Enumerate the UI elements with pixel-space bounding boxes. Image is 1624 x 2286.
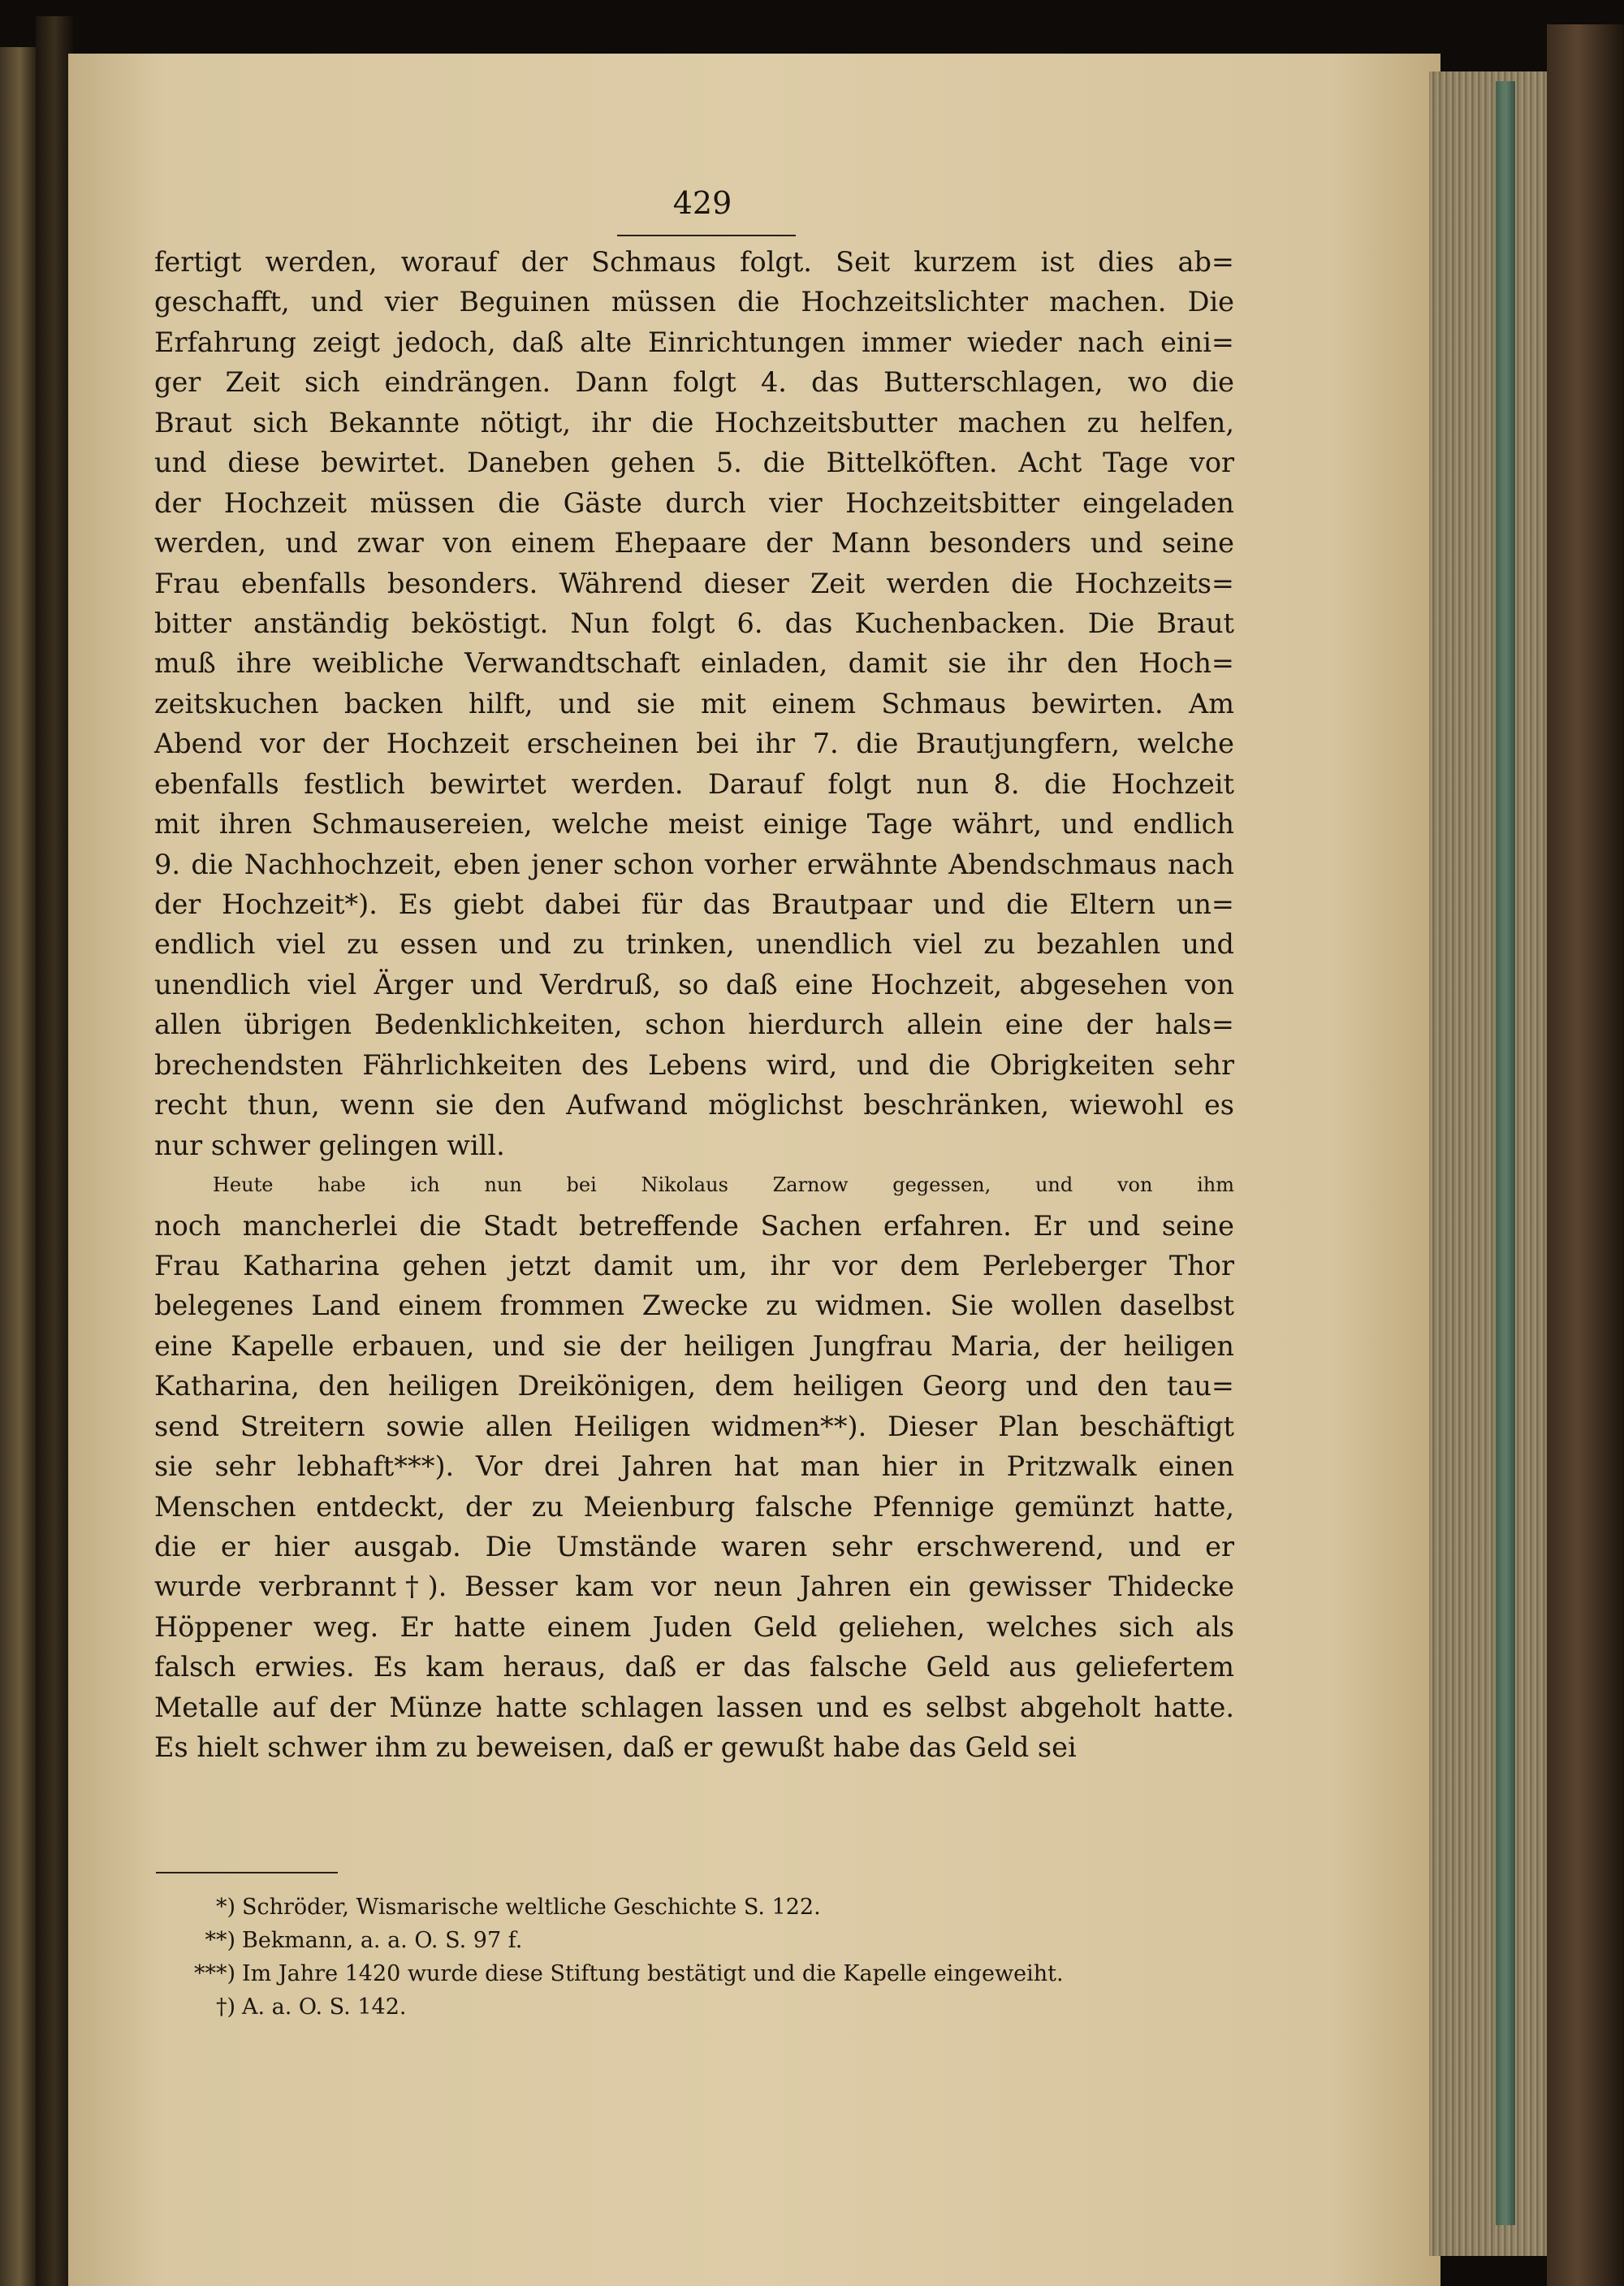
footnote-text: A. a. O. S. 142.: [242, 1994, 407, 2020]
text-line: geschafft, und vier Beguinen müssen die Hochzeitslichter machen. Die: [154, 286, 1234, 318]
text-line: 9. die Nachhochzeit, eben jener schon vorher erwähnte Abendschmaus nach: [154, 848, 1234, 880]
bookmark-ribbon: [1496, 81, 1515, 2225]
text-line: zeitskuchen backen hilft, und sie mit einem Schmaus bewirten. Am: [154, 687, 1234, 720]
text-line: Katharina, den heiligen Dreikönigen, dem heiligen Georg und den tau=: [154, 1370, 1234, 1402]
footnotes: [154, 1891, 1234, 2024]
text-line: Frau ebenfalls besonders. Während dieser Zeit werden die Hochzeits=: [154, 567, 1234, 599]
text-line: unendlich viel Ärger und Verdruß, so daß eine Hochzeit, abgesehen von: [154, 968, 1234, 1000]
text-line: nur schwer gelingen will.: [154, 1129, 505, 1161]
text-line: noch mancherlei die Stadt betreffende Sachen erfahren. Er und seine: [154, 1209, 1234, 1242]
text-line: bitter anständig beköstigt. Nun folgt 6. das Kuchenbacken. Die Braut: [154, 607, 1234, 639]
text-line: und diese bewirtet. Daneben gehen 5. die Bittelköften. Acht Tage vor: [154, 447, 1234, 479]
text-line: brechendsten Fährlichkeiten des Lebens wird, und die Obrigkeiten sehr: [154, 1048, 1234, 1081]
text-line: allen übrigen Bedenklichkeiten, schon hierdurch allein eine der hals=: [154, 1009, 1234, 1041]
footnote-mark: ***): [193, 1961, 235, 1986]
text-line: der Hochzeit müssen die Gäste durch vier Hochzeitsbitter eingeladen: [154, 486, 1234, 519]
text-line: Höppener weg. Er hatte einem Juden Geld geliehen, welches sich als: [154, 1610, 1234, 1643]
text-line: Abend vor der Hochzeit erscheinen bei ihr 7. die Brautjungfern, welche: [154, 728, 1234, 760]
footnote-mark: *): [215, 1895, 235, 1920]
text-line: muß ihre weibliche Verwandtschaft einladen, damit sie ihr den Hoch=: [154, 647, 1234, 680]
text-line: ger Zeit sich eindrängen. Dann folgt 4. das Butterschlagen, wo die: [154, 366, 1234, 399]
text-line: recht thun, wenn sie den Aufwand möglichst beschränken, wiewohl es: [154, 1089, 1234, 1121]
footnote: [154, 1990, 1234, 2024]
text-line: belegenes Land einem frommen Zwecke zu widmen. Sie wollen daselbst: [154, 1290, 1234, 1322]
text-line: send Streitern sowie allen Heiligen widmen**). Dieser Plan beschäftigt: [154, 1410, 1234, 1442]
footnote-mark: †): [215, 1994, 235, 2020]
text-line: der Hochzeit*). Es giebt dabei für das Brautpaar und die Eltern un=: [154, 888, 1234, 920]
text-line: Braut sich Bekannte nötigt, ihr die Hochzeitsbutter machen zu helfen,: [154, 406, 1234, 439]
text-line: Es hielt schwer ihm zu beweisen, daß er gewußt habe das Geld sei: [154, 1731, 1077, 1764]
footnote: [154, 1924, 1234, 1957]
footnote: [154, 1957, 1234, 1990]
footnote-mark: **): [205, 1928, 235, 1953]
text-line: Frau Katharina gehen jetzt damit um, ihr vor dem Perleberger Thor: [154, 1249, 1234, 1281]
text-line: sie sehr lebhaft***). Vor drei Jahren hat man hier in Pritzwalk einen: [154, 1450, 1234, 1483]
left-page-edge: [0, 47, 36, 2286]
text-line: wurde verbrannt†). Besser kam vor neun Jahren ein gewisser Thidecke: [154, 1571, 1234, 1603]
text-line: mit ihren Schmausereien, welche meist einige Tage währt, und endlich: [154, 808, 1234, 841]
text-line: Menschen entdeckt, der zu Meienburg falsche Pfennige gemünzt hatte,: [154, 1490, 1234, 1523]
footnote-text: Im Jahre 1420 wurde diese Stiftung bestätigt und die Kapelle eingeweiht.: [242, 1961, 1064, 1986]
text-line: Erfahrung zeigt jedoch, daß alte Einrichtungen immer wieder nach eini=: [154, 326, 1234, 358]
body-text: [154, 242, 1234, 1768]
page-number: 429: [672, 185, 732, 221]
text-line: falsch erwies. Es kam heraus, daß er das falsche Geld aus geliefertem: [154, 1651, 1234, 1683]
page-number-rule: [617, 235, 796, 236]
text-line: ebenfalls festlich bewirtet werden. Darauf folgt nun 8. die Hochzeit: [154, 767, 1234, 800]
text-line: werden, und zwar von einem Ehepaare der Mann besonders und seine: [154, 527, 1234, 560]
text-line: die er hier ausgab. Die Umstände waren sehr erschwerend, und er: [154, 1531, 1234, 1562]
text-line: Metalle auf der Münze hatte schlagen lassen und es selbst abgeholt hatte.: [154, 1691, 1234, 1723]
book-cover-edge: [1547, 24, 1624, 2286]
text-line: Heute habe ich nun bei Nikolaus Zarnow gegessen, und von ihm: [213, 1173, 1234, 1197]
text-line: eine Kapelle erbauen, und sie der heiligen Jungfrau Maria, der heiligen: [154, 1329, 1234, 1362]
footnote-rule: [156, 1872, 338, 1873]
footnote-text: Bekmann, a. a. O. S. 97 f.: [242, 1928, 523, 1953]
text-line: fertigt werden, worauf der Schmaus folgt. Seit kurzem ist dies ab=: [154, 246, 1234, 278]
footnote-text: Schröder, Wismarische weltliche Geschichte S. 122.: [242, 1895, 821, 1920]
text-line: endlich viel zu essen und zu trinken, unendlich viel zu bezahlen und: [154, 928, 1234, 961]
footnote: [154, 1891, 1234, 1924]
page-edges-stack: [1429, 71, 1551, 2256]
